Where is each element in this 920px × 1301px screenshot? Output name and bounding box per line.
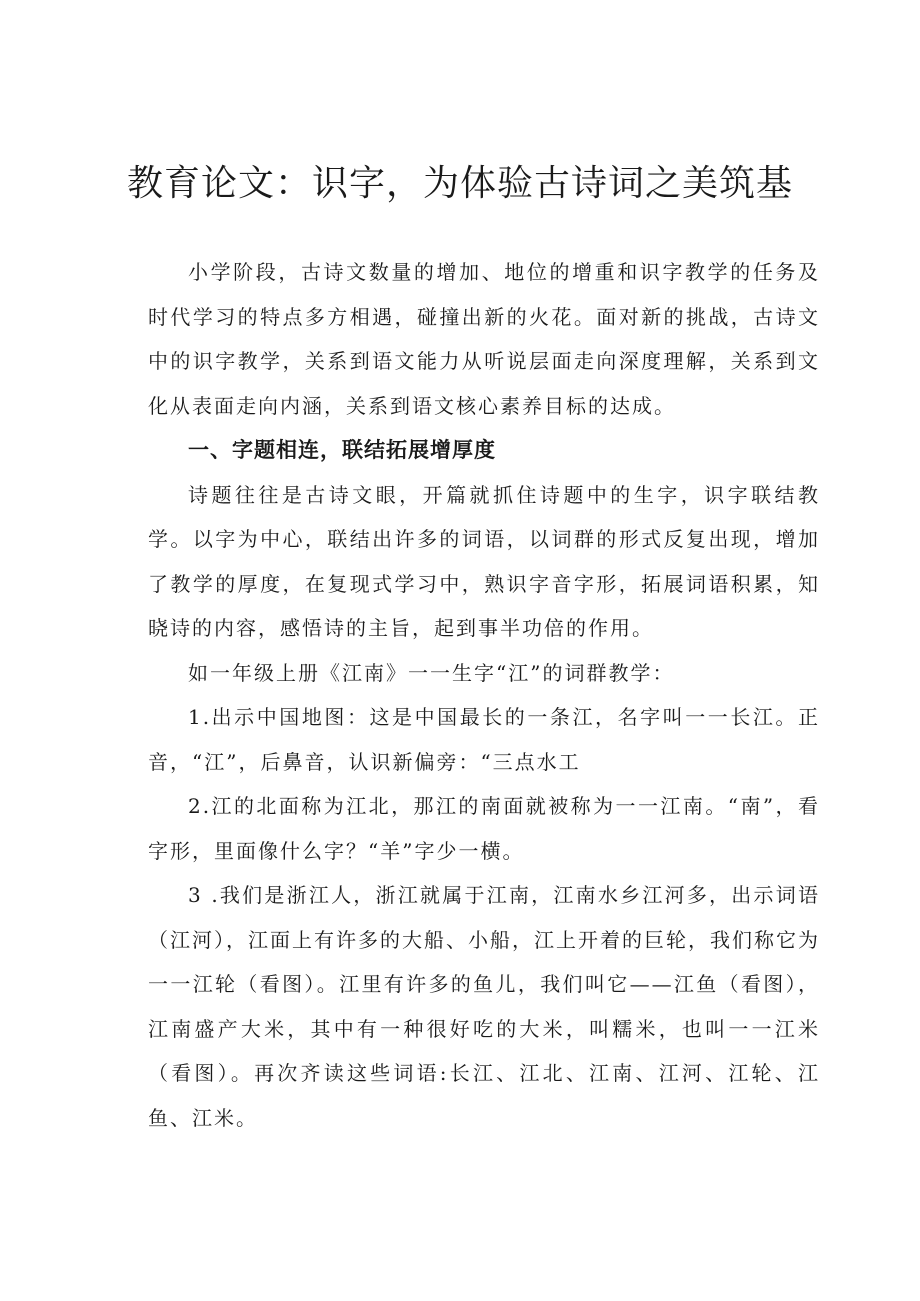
list-item-2: 2.江的北面称为江北，那江的南面就被称为一一江南。“南”，看字形，里面像什么字？“羊”字少一横。 [148, 794, 820, 863]
list-item-3: 3 .我们是浙江人，浙江就属于江南，江南水乡江河多，出示词语（江河），江面上有许多的大船、小船，江上开着的巨轮，我们称它为一一江轮（看图）。江里有许多的鱼儿，我们叫它——江鱼（看图），江南盛产大米，其中有一种很好吃的大米，叫糯米，也叫一一江米（看图）。再次齐读这些词语:长江、江北、江南、江河、江轮、江鱼、江米。 [148, 883, 820, 1130]
document-body [148, 250, 820, 1140]
section-paragraph: 诗题往往是古诗文眼，开篇就抓住诗题中的生字，识字联结教学。以字为中心，联结出许多的词语，以词群的形式反复出现，增加了教学的厚度，在复现式学习中，熟识字音字形，拓展词语积累，知晓诗的内容，感悟诗的主旨，起到事半功倍的作用。 [148, 482, 820, 640]
example-intro-paragraph: 如一年级上册《江南》一一生字“江”的词群教学： [188, 660, 675, 685]
intro-paragraph: 小学阶段，古诗文数量的增加、地位的增重和识字教学的任务及时代学习的特点多方相遇，碰撞出新的火花。面对新的挑战，古诗文中的识字教学，关系到语文能力从听说层面走向深度理解，关系到文化从表面走向内涵，关系到语文核心素养目标的达成。 [148, 260, 820, 418]
list-item-1: 1.出示中国地图：这是中国最长的一条江，名字叫一一长江。正音，“江”，后鼻音，认识新偏旁：“三点水工 [148, 705, 820, 774]
document-title: 教育论文：识字，为体验古诗词之美筑基 [126, 163, 793, 204]
section-heading: 一、字题相连，联结拓展增厚度 [188, 438, 496, 462]
